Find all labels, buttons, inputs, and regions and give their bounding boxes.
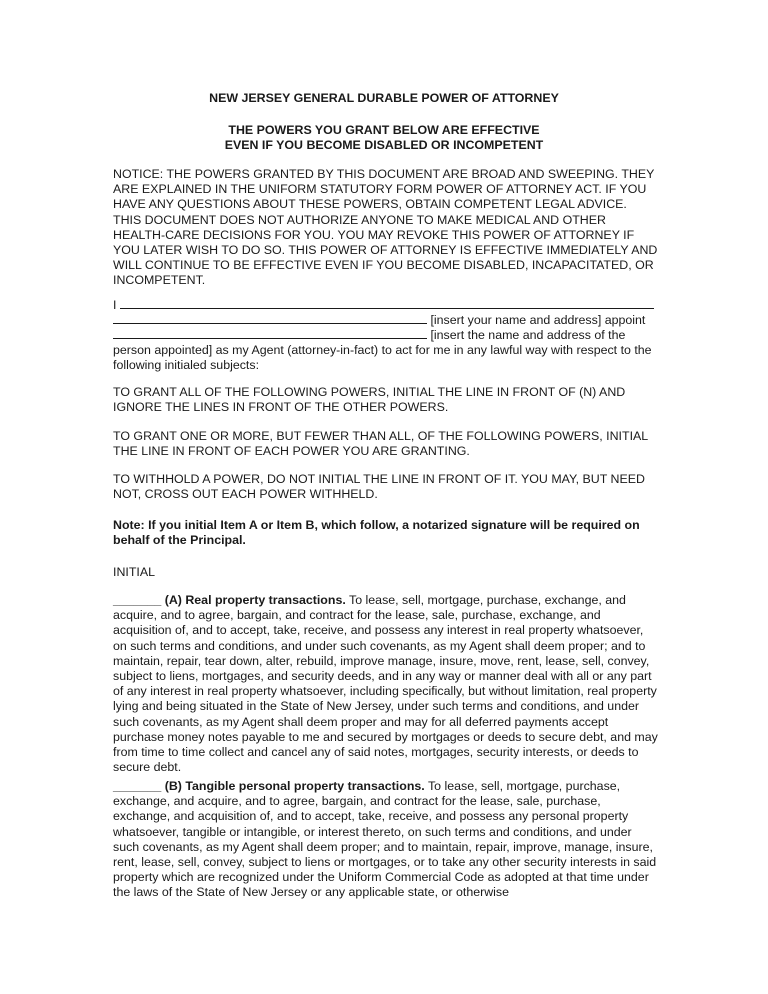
subtitle-line-2: EVEN IF YOU BECOME DISABLED OR INCOMPETENT xyxy=(224,138,544,152)
instruction-grant-all-text: TO GRANT ALL OF THE FOLLOWING POWERS, INITIAL THE LINE IN FRONT OF (N) AND IGNORE THE LINES IN FRONT OF THE OTHER POWERS. xyxy=(113,385,626,415)
item-a-real-property xyxy=(113,593,658,775)
notice-text: NOTICE: THE POWERS GRANTED BY THIS DOCUMENT ARE BROAD AND SWEEPING. THEY ARE EXPLAINED IN THE UNIFORM STATUTORY FORM POWER OF ATTORNEY ACT. IF YOU HAVE ANY QUESTIONS ABOUT THESE POWERS, OBTAIN COMPETENT LEGAL ADVICE. THIS DOCUMENT DOES NOT AUTHORIZE ANYONE TO MAKE MEDICAL AND OTHER HEALTH-CARE DECISIONS FOR YOU. YOU MAY REVOKE THIS POWER OF ATTORNEY IF YOU LATER WISH TO DO SO. THIS POWER OF ATTORNEY IS EFFECTIVE IMMEDIATELY AND WILL CONTINUE TO BE EFFECTIVE EVEN IF YOU BECOME DISABLED, INCAPACITATED, OR INCOMPETENT. xyxy=(113,167,658,288)
appointment-paragraph xyxy=(113,297,658,373)
insert-name-note: [insert your name and address] appoint xyxy=(430,313,646,328)
notarization-note-text: Note: If you initial Item A or Item B, which follow, a notarized signature will be required on behalf of the Principal. xyxy=(113,518,640,548)
item-b-tangible-property xyxy=(113,779,658,901)
principal-address-line[interactable] xyxy=(113,312,427,324)
instruction-withhold xyxy=(113,472,658,502)
instruction-grant-some-text: TO GRANT ONE OR MORE, BUT FEWER THAN ALL, OF THE FOLLOWING POWERS, INITIAL THE LINE IN FRONT OF EACH POWER YOU ARE GRANTING. xyxy=(113,429,648,459)
insert-agent-note: [insert the name and address of the xyxy=(430,328,626,343)
notarization-note xyxy=(113,518,658,548)
document-title: NEW JERSEY GENERAL DURABLE POWER OF ATTORNEY xyxy=(209,91,559,105)
i-label: I xyxy=(113,298,117,312)
notice-paragraph xyxy=(113,167,658,289)
instruction-withhold-text: TO WITHHOLD A POWER, DO NOT INITIAL THE LINE IN FRONT OF IT. YOU MAY, BUT NEED NOT, CROSS OUT EACH POWER WITHHELD. xyxy=(113,472,645,502)
item-b-initial-blank[interactable]: _______ xyxy=(113,779,162,793)
instruction-grant-some xyxy=(113,429,658,459)
item-b-body: To lease, sell, mortgage, purchase, exchange, and acquire, and to agree, bargain, and contract for the lease, sale, purchase, exchange, and acquisition of, and to accept, take, receive, and possess any personal property whatsoever, tangible or intangible, or interest thereto, on such terms and conditions, and under such covenants, as my Agent shall deem proper; and to maintain, repair, improve, manage, insure, rent, lease, sell, convey, subject to liens or mortgages, or to take any other security interests in said property which are recognized under the Uniform Commercial Code as adopted at that time under the laws of the State of New Jersey or any applicable state, or otherwise xyxy=(113,779,657,900)
item-a-heading: (A) Real property transactions. xyxy=(164,593,346,607)
item-b-heading: (B) Tangible personal property transactions. xyxy=(164,779,425,793)
appointment-text: person appointed] as my Agent (attorney-in-fact) to act for me in any lawful way with respect to the following initialed subjects: xyxy=(113,342,652,372)
initial-label: INITIAL xyxy=(113,565,155,579)
principal-name-line[interactable] xyxy=(120,297,654,309)
item-a-body: To lease, sell, mortgage, purchase, exchange, and acquire, and to agree, bargain, and contract for the lease, sale, purchase, exchange, and acquisition of, and to accept, take, receive, and possess any interest in real property whatsoever, on such terms and conditions, and under such covenants, as my Agent shall deem proper; and to maintain, repair, tear down, alter, rebuild, improve manage, insure, move, rent, lease, sell, convey, subject to liens, mortgages, and security deeds, and in any way or manner deal with all or any part of any interest in real property whatsoever, including specifically, but without limitation, real property lying and being situated in the State of New Jersey, under such terms and conditions, and under such covenants, as my Agent shall deem proper and may for all deferred payments accept purchase money notes payable to me and secured by mortgages or deeds to secure debt, and may from time to time collect and cancel any of said notes, mortgages, security interests, or deeds to secure debt. xyxy=(113,593,658,775)
agent-name-line[interactable] xyxy=(113,327,427,339)
instruction-grant-all xyxy=(113,385,658,415)
item-a-initial-blank[interactable]: _______ xyxy=(113,593,162,607)
subtitle-line-1: THE POWERS YOU GRANT BELOW ARE EFFECTIVE xyxy=(228,123,540,137)
